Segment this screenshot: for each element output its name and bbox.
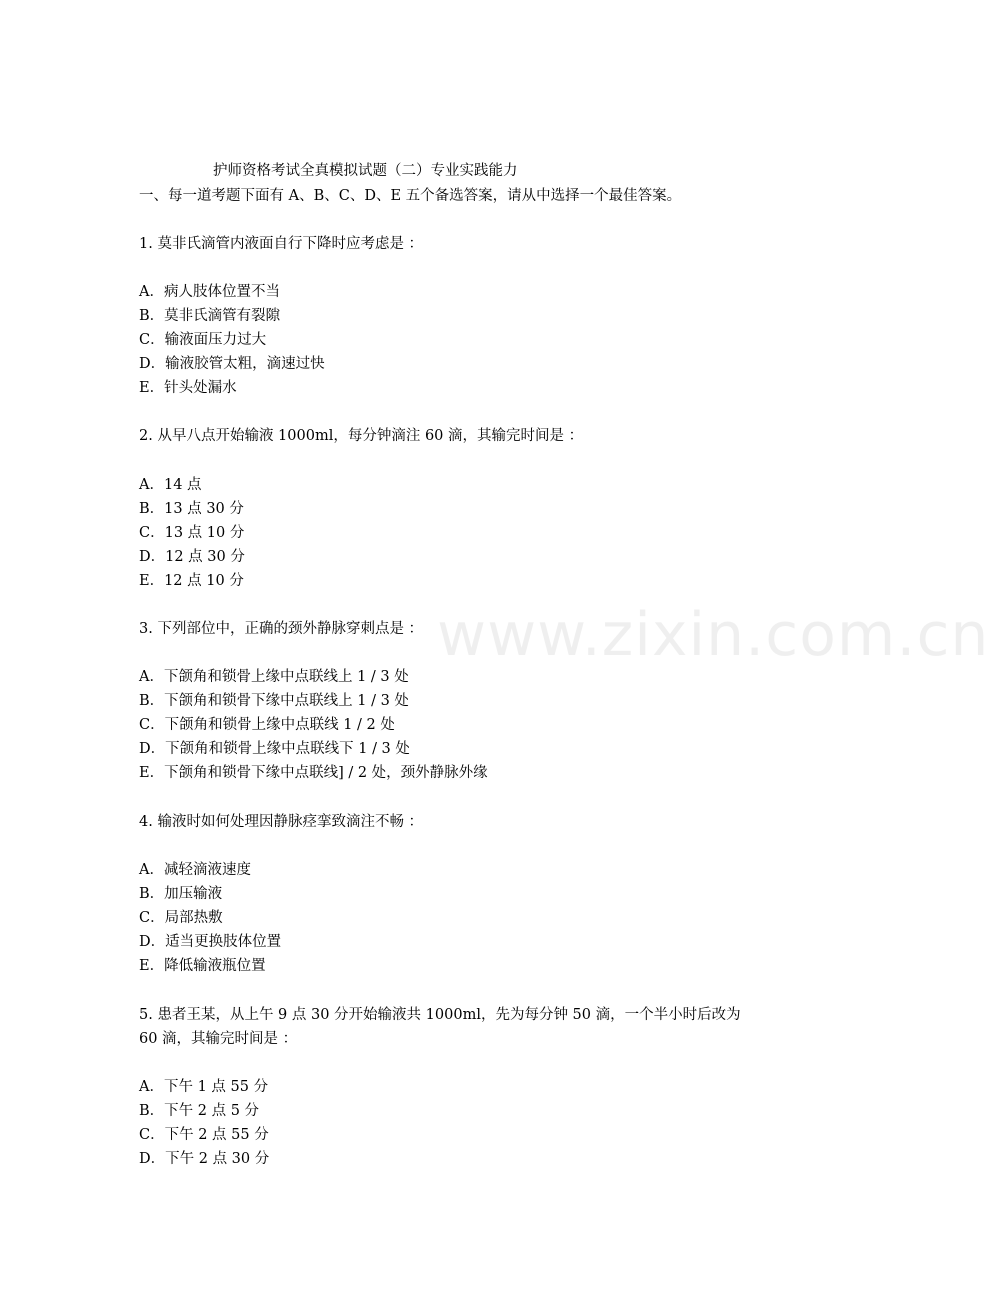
question-5-stem-continued: 60 滴，其输完时间是 ： [139, 1031, 298, 1047]
question-1-stem: 1. 莫非氏滴管内液面自行下降时应考虑是 ： [139, 236, 424, 252]
document-title: 护师资格考试全真模拟试题（二）专业实践能力 [213, 163, 518, 179]
question-1-option-e: E．针头处漏水 [139, 380, 237, 396]
question-3-option-e: E．下颌角和锁骨下缘中点联线] / 2 处，颈外静脉外缘 [139, 765, 488, 781]
question-3-option-b: B．下颌角和锁骨下缘中点联线上 1 / 3 处 [139, 693, 409, 709]
question-5-option-b: B．下午 2 点 5 分 [139, 1103, 260, 1119]
question-3-option-a: A．下颌角和锁骨上缘中点联线上 1 / 3 处 [139, 669, 409, 685]
question-2-option-c: C．13 点 10 分 [139, 525, 245, 541]
question-5-option-a: A．下午 1 点 55 分 [139, 1079, 269, 1095]
question-5-option-c: C．下午 2 点 55 分 [139, 1127, 269, 1143]
watermark: www.zixin.com.cn [437, 600, 989, 670]
question-2-option-e: E．12 点 10 分 [139, 573, 244, 589]
question-1-option-b: B．莫非氏滴管有裂隙 [139, 308, 281, 324]
question-3-option-d: D．下颌角和锁骨上缘中点联线下 1 / 3 处 [139, 741, 410, 757]
question-4-option-d: D．适当更换肢体位置 [139, 934, 282, 950]
question-4-option-e: E．降低输液瓶位置 [139, 958, 266, 974]
question-1-option-c: C．输液面压力过大 [139, 332, 267, 348]
question-3-stem: 3. 下列部位中，正确的颈外静脉穿刺点是 ： [139, 621, 424, 637]
question-2-option-d: D．12 点 30 分 [139, 549, 245, 565]
question-5-stem: 5. 患者王某，从上午 9 点 30 分开始输液共 1000ml，先为每分钟 50 滴，一个半小时后改为 [139, 1007, 741, 1023]
question-4-option-b: B．加压输液 [139, 886, 223, 902]
question-1-option-a: A．病人肢体位置不当 [139, 284, 280, 300]
question-1-option-d: D．输液胶管太粗，滴速过快 [139, 356, 325, 372]
question-2-stem: 2. 从早八点开始输液 1000ml，每分钟滴注 60 滴，其输完时间是 ： [139, 428, 584, 444]
question-3-option-c: C．下颌角和锁骨上缘中点联线 1 / 2 处 [139, 717, 395, 733]
question-2-option-a: A．14 点 [139, 477, 202, 493]
question-5-option-d: D．下午 2 点 30 分 [139, 1151, 270, 1167]
question-4-option-a: A．减轻滴液速度 [139, 862, 251, 878]
question-4-stem: 4. 输液时如何处理因静脉痉挛致滴注不畅 ： [139, 814, 424, 830]
instruction-text: 一、每一道考题下面有 A、B、C、D、E 五个备选答案，请从中选择一个最佳答案。 [139, 188, 682, 204]
question-4-option-c: C．局部热敷 [139, 910, 223, 926]
question-2-option-b: B．13 点 30 分 [139, 501, 244, 517]
